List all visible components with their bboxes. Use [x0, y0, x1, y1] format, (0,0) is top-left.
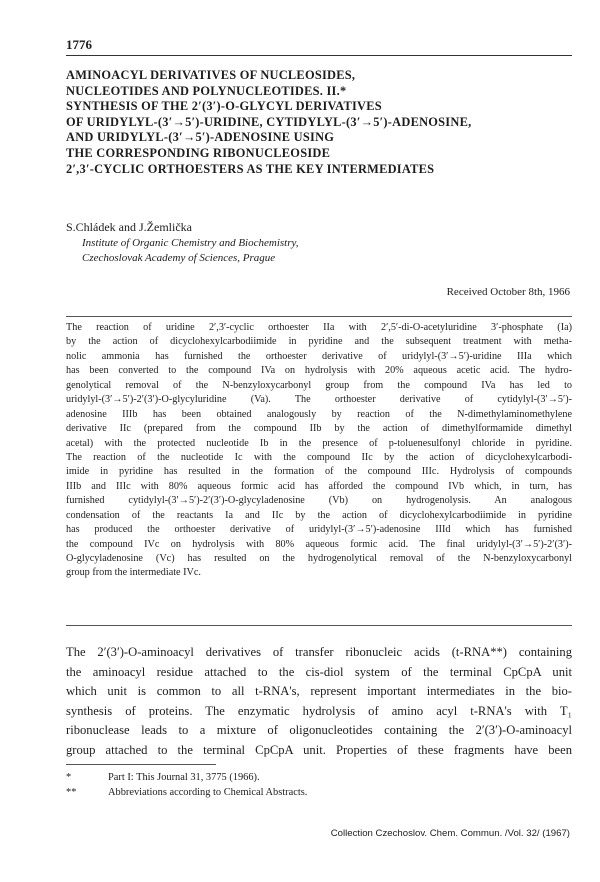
abstract-line: the compound IVc on hydrolysis with 80% aqueous formic acid. The final uridylyl-(3′→5′)-2′(3′)-: [66, 538, 572, 550]
footnote-mark: **: [66, 787, 77, 798]
page-number: 1776: [66, 37, 92, 52]
body-line: The 2′(3′)-O-aminoacyl derivatives of transfer ribonucleic acids (t-RNA**) containing: [66, 645, 572, 659]
title-line: OF URIDYLYL-(3′→5′)-URIDINE, CYTIDYLYL-(3′→5′)-ADENOSINE,: [66, 114, 472, 129]
footnote-mark: *: [66, 772, 72, 783]
footnote-text: Part I: This Journal 31, 3775 (1966).: [108, 772, 260, 783]
body-text: [66, 643, 572, 760]
title-line: 2′,3′-CYCLIC ORTHOESTERS AS THE KEY INTERMEDIATES: [66, 161, 435, 176]
abstract-line: acetal) with the protected nucleotide Ib in the presence of p-toluenesulfonyl chloride in pyridine.: [66, 437, 572, 449]
abstract-line: The reaction of uridine 2′,3′-cyclic orthoester IIa with 2′,5′-di-O-acetyluridine 3′-phosphate (Ia): [66, 322, 572, 333]
body-line: synthesis of proteins. The enzymatic hydrolysis of amino acyl t-RNA's with T₁: [66, 703, 572, 718]
footnote: [66, 770, 572, 785]
abstract-top-rule: [66, 316, 572, 317]
abstract-line: genolytical removal of the N-benzyloxycarbonyl group from the compound IVa has led to: [66, 379, 572, 391]
header-rule: [66, 55, 572, 56]
abstract-line: IIIb and IIIc with 80% aqueous formic acid has afforded the compound IVb which, in turn, has: [66, 480, 572, 492]
title-line: AMINOACYL DERIVATIVES OF NUCLEOSIDES,: [66, 68, 356, 82]
affiliation-line: Institute of Organic Chemistry and Biochemistry,: [82, 237, 299, 249]
abstract-line: condensation of the reactants Ia and IIc by the action of dicyclohexylcarbodiimide in pyridine: [66, 509, 572, 521]
abstract-line: The reaction of the nucleotide Ic with the compound IIc by the action of dicyclohexylcarbodi-: [66, 451, 572, 463]
title-line: THE CORRESPONDING RIBONUCLEOSIDE: [66, 145, 331, 160]
body-line: group attached to the terminal CpCpA unit. Properties of these fragments have been: [66, 742, 572, 757]
abstract-bottom-rule: [66, 625, 572, 626]
title-line: AND URIDYLYL-(3′→5′)-ADENOSINE USING: [66, 130, 335, 145]
body-line: which unit is common to all t-RNA's, represent important intermediates in the bio-: [66, 684, 572, 698]
abstract-line: by the action of dicyclohexylcarbodiimide in pyridine and the subsequent treatment with metha-: [66, 336, 572, 348]
body-line: the aminoacyl residue attached to the cis-diol system of the terminal CpCpA unit: [66, 664, 572, 679]
abstract-line: uridylyl-(3′→5′)-2′(3′)-O-glycyluridine (Va). The orthoester derivative of cytidylyl-(3′→5′)-: [66, 394, 572, 406]
journal-footer: Collection Czechoslov. Chem. Commun. /Vol. 32/ (1967): [330, 828, 570, 839]
abstract-line: nolic ammonia has furnished the orthoester derivative of uridylyl-(3′→5′)-uridine IIIa which: [66, 350, 572, 362]
footnote-text: Abbreviations according to Chemical Abstracts.: [108, 787, 308, 798]
abstract-line: has produced the orthoester derivative of uridylyl-(3′→5′)-adenosine IIId which has furnished: [66, 524, 572, 536]
abstract-line: imide in pyridine has resulted in the formation of the compound IIIc. Hydrolysis of compounds: [66, 466, 572, 478]
footnote: [66, 785, 572, 800]
abstract-line: group from the intermediate IVc.: [66, 567, 201, 579]
title-line: SYNTHESIS OF THE 2′(3′)-O-GLYCYL DERIVATIVES: [66, 99, 382, 114]
footnote-rule: [66, 764, 216, 765]
abstract-line: furnished cytidylyl-(3′→5′)-2′(3′)-O-glycyladenosine (Vb) on hydrogenolysis. An analogous: [66, 495, 572, 507]
abstract-line: adenosine IIIb has been obtained analogously by reaction of the N-dimethylaminomethylene: [66, 408, 572, 420]
affiliation-line: Czechoslovak Academy of Sciences, Prague: [82, 252, 276, 264]
affiliation: [82, 236, 299, 266]
abstract: [66, 321, 572, 581]
authors: S.Chládek and J.Žemlička: [66, 220, 192, 234]
body-line: ribonuclease leads to a mixture of oligonucleotides containing the 2′(3′)-O-aminoacyl: [66, 723, 572, 737]
abstract-line: derivative IIc (prepared from the compound IIb by the action of dimethylformamide dimethyl: [66, 423, 572, 435]
article-title: [66, 68, 576, 177]
footnotes: [66, 770, 572, 800]
abstract-line: O-glycyladenosine (Vc) has resulted on the hydrogenolytical removal of the N-benzyloxycarbonyl: [66, 553, 572, 564]
received-date: Received October 8th, 1966: [446, 286, 570, 298]
title-line: NUCLEOTIDES AND POLYNUCLEOTIDES. II.*: [66, 83, 347, 98]
abstract-line: has been converted to the compound IVa on hydrolysis with 20% aqueous acetic acid. The hydro-: [66, 365, 572, 377]
